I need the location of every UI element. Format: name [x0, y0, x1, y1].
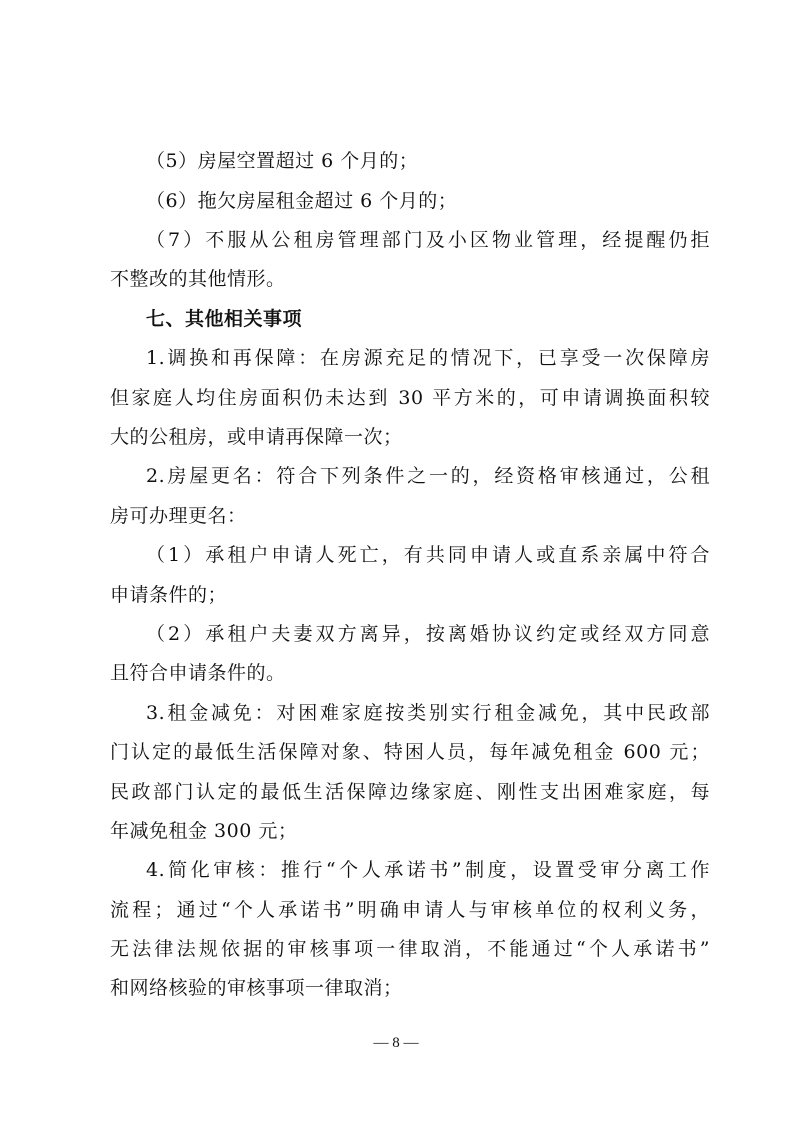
- section-heading: 七、其他相关事项: [146, 308, 303, 330]
- item-2-sub-1-line-2: 申请条件的；: [110, 584, 228, 606]
- item-2-sub-1-line-1: （1）承租户申请人死亡，有共同申请人或直系亲属中符合: [146, 544, 710, 566]
- item-1-line-2: 但家庭人均住房面积仍未达到 30 平方米的，可申请调换面积较: [110, 387, 710, 409]
- clause-5-line-1: （5）房屋空置超过 6 个月的；: [146, 150, 419, 172]
- item-3-line-1: 3.租金减免：对困难家庭按类别实行租金减免，其中民政部: [146, 702, 710, 724]
- item-2-sub-2-line-1: （2）承租户夫妻双方离异，按离婚协议约定或经双方同意: [146, 623, 710, 645]
- clause-7-line-2: 不整改的其他情形。: [110, 268, 286, 290]
- item-3-line-4: 年减免租金 300 元；: [110, 820, 298, 842]
- page-number: — 8 —: [373, 1035, 419, 1051]
- item-4-line-1: 4.简化审核：推行“个人承诺书”制度，设置受审分离工作: [146, 859, 710, 881]
- item-4-line-3: 无法律法规依据的审核事项一律取消，不能通过“个人承诺书”: [110, 938, 710, 960]
- item-4-line-2: 流程；通过“个人承诺书”明确申请人与审核单位的权利义务，: [110, 899, 710, 921]
- item-2-sub-2-line-2: 且符合申请条件的。: [110, 662, 286, 684]
- item-4-line-4: 和网络核验的审核事项一律取消；: [110, 977, 403, 999]
- item-3-line-2: 门认定的最低生活保障对象、特困人员，每年减免租金 600 元；: [110, 741, 710, 763]
- item-1-line-1: 1.调换和再保障：在房源充足的情况下，已享受一次保障房: [146, 347, 710, 369]
- item-2-line-2: 房可办理更名：: [110, 505, 247, 527]
- clause-7-line-1: （7）不服从公租房管理部门及小区物业管理，经提醒仍拒: [146, 229, 710, 251]
- item-1-line-3: 大的公租房，或申请再保障一次；: [110, 426, 403, 448]
- item-2-line-1: 2.房屋更名：符合下列条件之一的，经资格审核通过，公租: [146, 465, 710, 487]
- clause-6-line-1: （6）拖欠房屋租金超过 6 个月的；: [146, 190, 458, 212]
- item-3-line-3: 民政部门认定的最低生活保障边缘家庭、刚性支出困难家庭，每: [110, 781, 710, 803]
